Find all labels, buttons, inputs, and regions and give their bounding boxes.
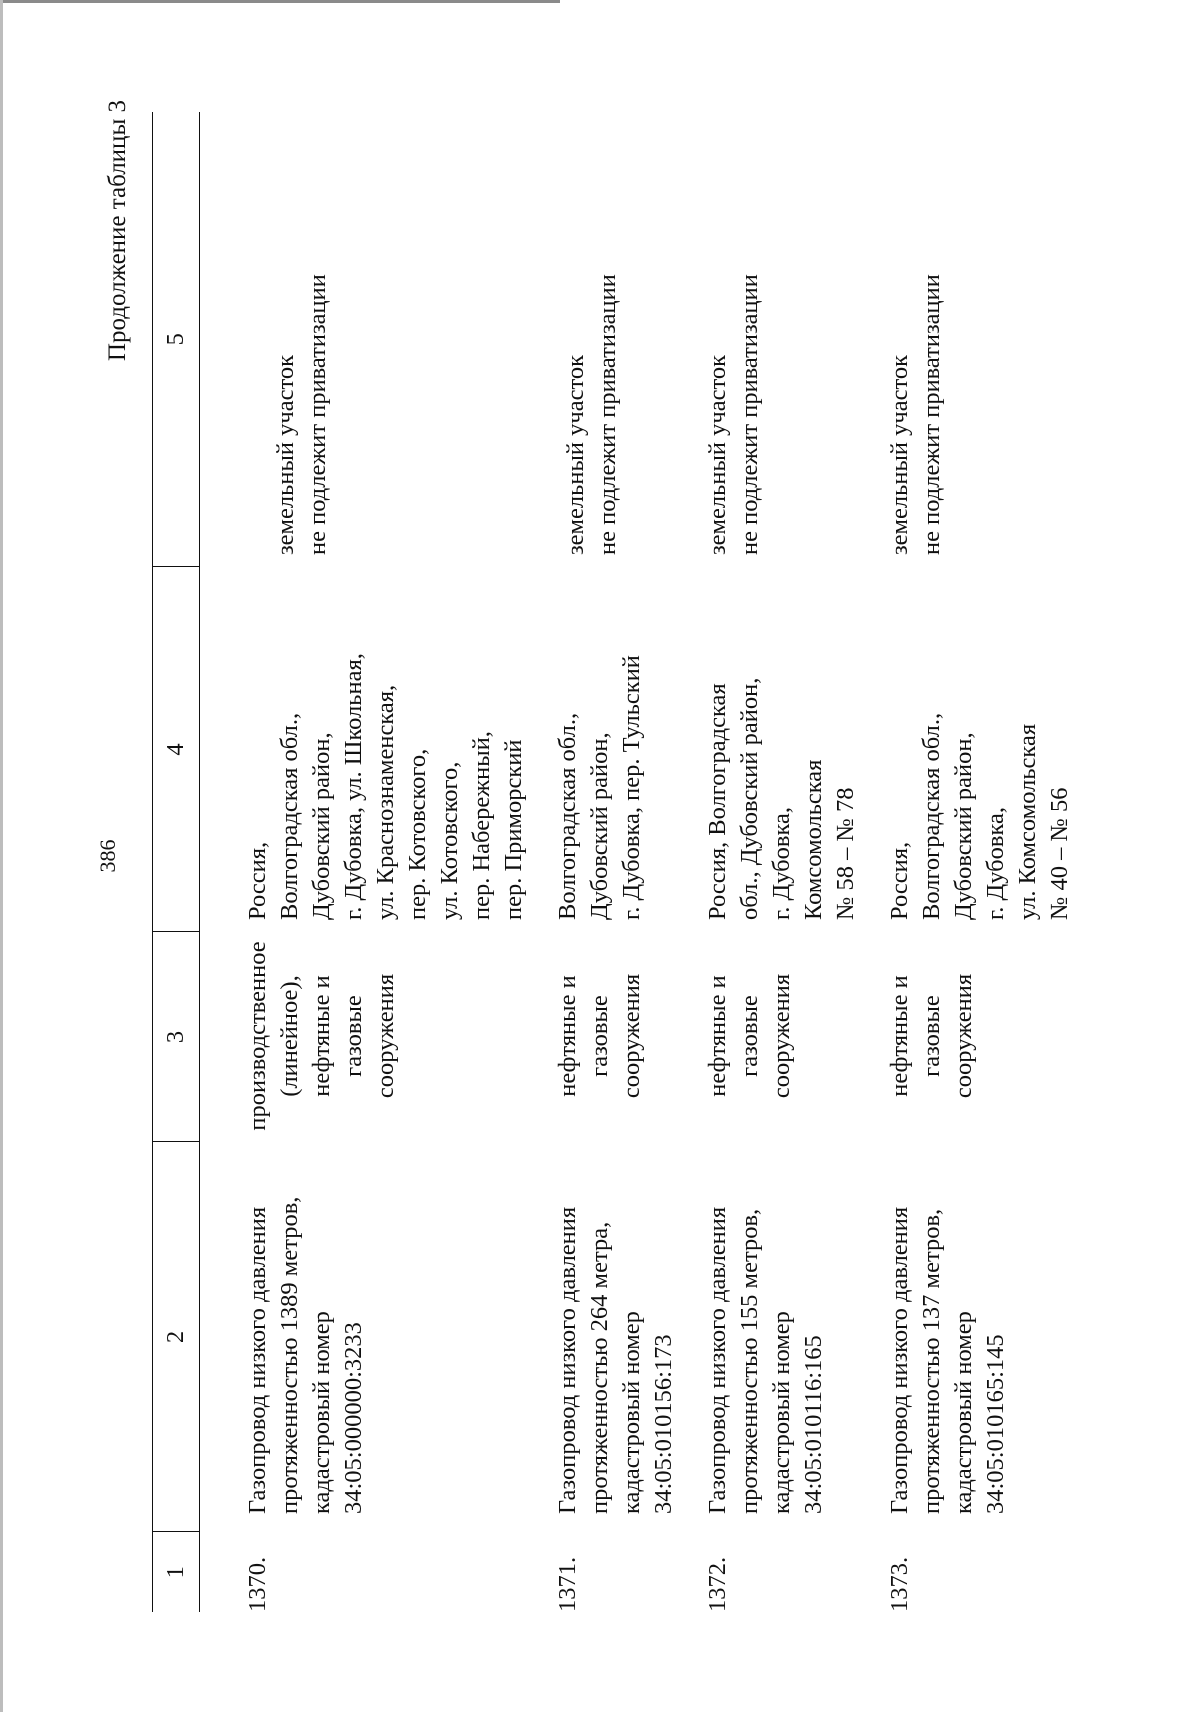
object-address xyxy=(530,567,680,932)
object-type xyxy=(862,932,1076,1142)
object-address-text: Россия, Волгоградская обл., Дубовский район, г. Дубовка, ул. Комсомольская № 40 – № 56 xyxy=(886,712,1073,920)
object-address-text: Россия, Волгоградская обл., Дубовский район, г. Дубовка, Комсомольская № 58 – № 78 xyxy=(704,677,859,920)
page-number: 386 xyxy=(95,839,120,873)
row-number: 1371. xyxy=(554,1556,581,1612)
object-note-text: земельный участок не подлежит приватизации xyxy=(562,274,621,555)
table-row xyxy=(862,112,1076,1612)
object-note-text: земельный участок не подлежит приватизации xyxy=(272,274,331,555)
table-row xyxy=(680,112,862,1612)
object-type xyxy=(530,932,680,1142)
row-number: 1372. xyxy=(704,1556,731,1612)
column-header-3: 3 xyxy=(153,932,200,1142)
object-note xyxy=(862,112,1076,567)
object-name xyxy=(680,1142,862,1532)
object-address xyxy=(862,567,1076,932)
header-row xyxy=(153,112,200,1612)
object-name xyxy=(530,1142,680,1532)
object-address-text: Волгоградская обл., Дубовский район, г. Дубовка, пер. Тульский xyxy=(554,655,645,920)
column-header-4: 4 xyxy=(153,567,200,932)
object-type-text: нефтяные и газовые сооружения xyxy=(554,973,645,1099)
object-name xyxy=(862,1142,1076,1532)
column-header-1: 1 xyxy=(153,1532,200,1612)
object-name-text: Газопровод низкого давления протяженностью 137 метров, кадастровый номер 34:05:010165:145 xyxy=(886,1206,1009,1514)
object-name-text: Газопровод низкого давления протяженностью 264 метра, кадастровый номер 34:05:010156:173 xyxy=(554,1206,677,1514)
object-type-text: производственное (линейное), нефтяные и газовые сооружения xyxy=(244,941,399,1131)
property-table xyxy=(152,112,1076,1612)
table-row xyxy=(200,112,531,1612)
object-address xyxy=(200,567,531,932)
object-name xyxy=(200,1142,531,1532)
object-note xyxy=(530,112,680,567)
table-row xyxy=(530,112,680,1612)
object-name-text: Газопровод низкого давления протяженностью 155 метров, кадастровый номер 34:05:010116:165 xyxy=(704,1206,827,1514)
object-address-text: Россия, Волгоградская обл., Дубовский район, г. Дубовка, ул. Школьная, ул. Краснознаменская, пер. Котовского, ул. Котовского, пер. Набережный, пер. Приморский xyxy=(244,653,527,920)
object-note-text: земельный участок не подлежит приватизации xyxy=(704,274,763,555)
object-note-text: земельный участок не подлежит приватизации xyxy=(886,274,945,555)
object-note xyxy=(200,112,531,567)
object-type-text: нефтяные и газовые сооружения xyxy=(886,973,977,1099)
object-note xyxy=(680,112,862,567)
column-header-2: 2 xyxy=(153,1142,200,1532)
object-name-text: Газопровод низкого давления протяженностью 1389 метров, кадастровый номер 34:05:000000:3233 xyxy=(244,1196,367,1514)
object-type-text: нефтяные и газовые сооружения xyxy=(704,973,795,1099)
object-type xyxy=(680,932,862,1142)
object-address xyxy=(680,567,862,932)
object-type xyxy=(200,932,531,1142)
row-number: 1373. xyxy=(886,1556,913,1612)
table-caption: Продолжение таблицы 3 xyxy=(104,100,131,362)
row-number: 1370. xyxy=(244,1556,271,1612)
column-header-5: 5 xyxy=(153,112,200,567)
